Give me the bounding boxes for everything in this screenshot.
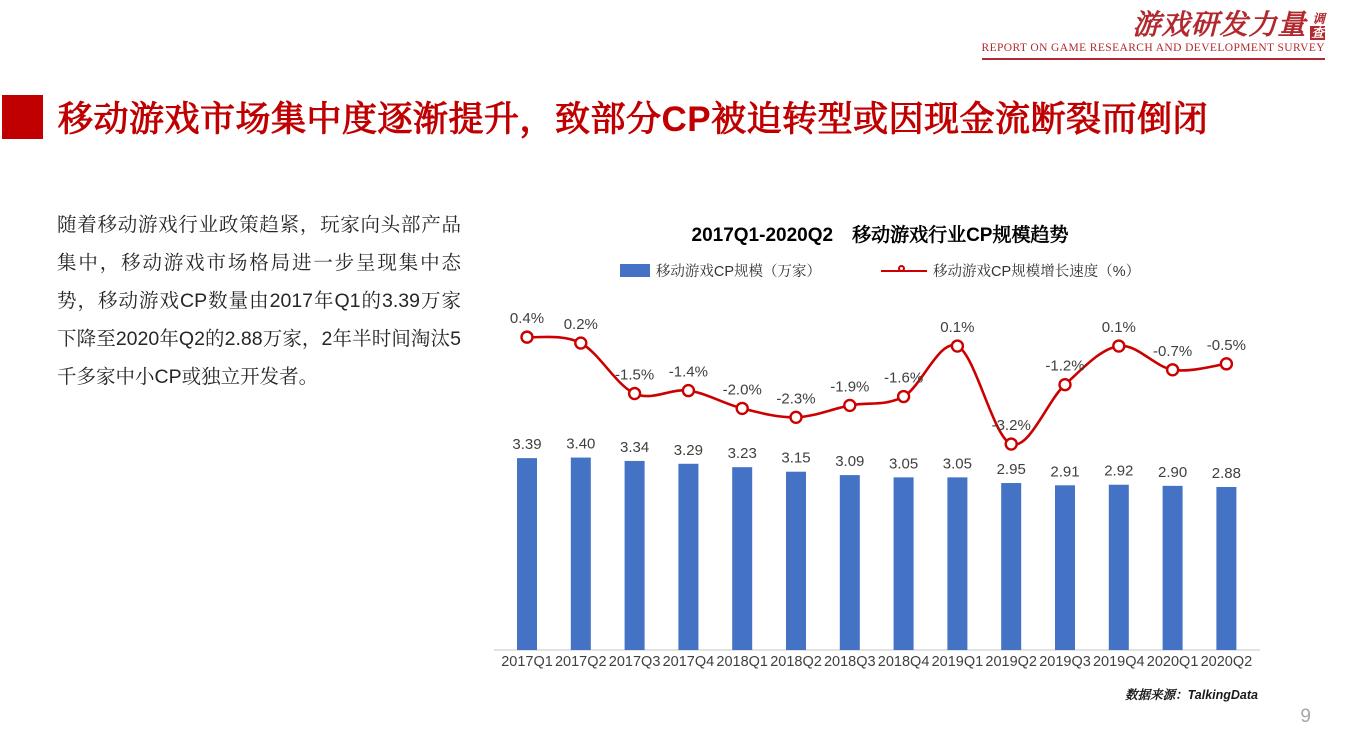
bar-2018Q3 xyxy=(840,475,860,650)
line-marker-2018Q1 xyxy=(737,403,748,414)
legend-label-line: 移动游戏CP规模增长速度（%） xyxy=(933,264,1141,280)
bar-2017Q2 xyxy=(571,458,591,650)
bar-value-label: 3.23 xyxy=(727,445,757,463)
bar-2018Q4 xyxy=(894,477,914,650)
bar-value-label: 3.09 xyxy=(835,453,865,471)
growth-rate-label: -2.3% xyxy=(776,390,816,408)
bar-value-label: 3.40 xyxy=(566,435,596,453)
line-marker-2017Q2 xyxy=(575,338,586,349)
x-axis-label: 2019Q1 xyxy=(931,654,984,670)
logo-title-cn: 游戏研发力量 xyxy=(1132,9,1307,40)
line-marker-2017Q3 xyxy=(629,388,640,399)
bar-value-label: 2.91 xyxy=(1050,463,1080,481)
body-paragraph: 随着移动游戏行业政策趋紧，玩家向头部产品集中，移动游戏市场格局进一步呈现集中态势，移动游戏CP数量由2017年Q1的3.39万家下降至2020年Q2的2.88万家，2年半时间淘汰5千多家中小CP或独立开发者。 xyxy=(57,214,461,388)
x-axis-label: 2020Q2 xyxy=(1200,654,1253,670)
bar-2019Q3 xyxy=(1055,485,1075,650)
headline-bullet-square xyxy=(2,95,43,139)
line-marker-2020Q1 xyxy=(1167,364,1178,375)
growth-rate-label: -1.2% xyxy=(1045,357,1085,375)
report-logo xyxy=(982,10,1326,60)
x-axis-label: 2018Q3 xyxy=(823,654,876,670)
chart-legend xyxy=(490,260,1270,281)
line-marker-2020Q2 xyxy=(1221,358,1232,369)
bar-value-label: 2.90 xyxy=(1157,463,1188,481)
x-axis-label: 2019Q4 xyxy=(1092,654,1145,670)
x-axis-label: 2017Q4 xyxy=(662,654,715,670)
bar-2018Q1 xyxy=(732,467,752,650)
bar-2019Q1 xyxy=(947,477,967,650)
line-marker-2019Q2 xyxy=(1006,439,1017,450)
headline-row xyxy=(2,92,1208,142)
bar-2018Q2 xyxy=(786,472,806,650)
logo-stack xyxy=(1310,12,1325,40)
bar-value-label: 3.39 xyxy=(512,436,542,454)
x-axis-label: 2018Q2 xyxy=(770,654,822,670)
bar-2017Q3 xyxy=(625,461,645,650)
x-axis-label: 2017Q1 xyxy=(501,654,553,670)
line-marker-2019Q1 xyxy=(952,341,963,352)
bar-2017Q1 xyxy=(517,458,537,650)
bar-value-label: 3.15 xyxy=(781,449,811,467)
page-number: 9 xyxy=(1300,706,1311,727)
line-series-marker-icon xyxy=(881,265,927,277)
growth-rate-label: 0.4% xyxy=(509,310,545,328)
x-axis-label: 2018Q1 xyxy=(716,654,769,670)
bar-2020Q1 xyxy=(1163,486,1183,650)
growth-rate-label: 0.1% xyxy=(940,319,975,337)
legend-item-line xyxy=(881,260,1140,281)
chart-title: 2017Q1-2020Q2 移动游戏行业CP规模趋势 xyxy=(691,225,1069,246)
data-source-note: 数据来源：TalkingData xyxy=(1125,688,1258,702)
bar-value-label: 3.34 xyxy=(619,438,650,456)
x-axis-label: 2019Q2 xyxy=(985,654,1038,670)
bar-value-label: 3.29 xyxy=(673,441,704,459)
growth-rate-label: -3.2% xyxy=(991,417,1031,435)
growth-rate-label: -0.7% xyxy=(1153,342,1193,360)
growth-rate-label: 0.1% xyxy=(1101,319,1136,337)
logo-stack-bottom: 查 xyxy=(1311,26,1324,40)
bar-2019Q4 xyxy=(1109,485,1129,650)
line-marker-2018Q4 xyxy=(898,391,909,402)
x-axis-label: 2017Q2 xyxy=(554,654,607,670)
growth-rate-label: 0.2% xyxy=(563,316,598,334)
growth-rate-label: -1.5% xyxy=(615,366,655,384)
line-marker-2018Q2 xyxy=(791,412,802,423)
legend-label-bar: 移动游戏CP规模（万家） xyxy=(655,264,822,280)
line-marker-2018Q3 xyxy=(844,400,855,411)
line-marker-2017Q4 xyxy=(683,385,694,396)
cp-scale-trend-chart xyxy=(488,298,1268,678)
x-axis-label: 2017Q3 xyxy=(608,654,661,670)
legend-item-bar xyxy=(620,260,821,281)
line-marker-2019Q3 xyxy=(1060,379,1071,390)
bar-value-label: 2.95 xyxy=(996,461,1026,479)
logo-stack-top: 调 xyxy=(1312,12,1325,26)
growth-rate-label: -2.0% xyxy=(722,381,762,399)
x-axis-label: 2019Q3 xyxy=(1039,654,1091,670)
logo-top xyxy=(982,10,1326,40)
line-marker-2017Q1 xyxy=(522,332,533,343)
bar-value-label: 3.05 xyxy=(942,455,973,473)
growth-rate-label: -1.9% xyxy=(830,378,870,396)
bar-value-label: 3.05 xyxy=(888,455,919,473)
bar-2019Q2 xyxy=(1001,483,1021,650)
bar-2020Q2 xyxy=(1216,487,1236,650)
growth-rate-label: -1.6% xyxy=(884,369,924,387)
page-title: 移动游戏市场集中度逐渐提升，致部分CP被迫转型或因现金流断裂而倒闭 xyxy=(58,100,1209,139)
x-axis-label: 2018Q4 xyxy=(877,654,930,670)
x-axis-label: 2020Q1 xyxy=(1146,654,1199,670)
bar-series-swatch-icon xyxy=(620,264,650,277)
bar-value-label: 2.92 xyxy=(1104,462,1134,480)
growth-rate-label: -1.4% xyxy=(668,363,708,381)
logo-subtitle-en: REPORT ON GAME RESEARCH AND DEVELOPMENT SURVEY xyxy=(981,42,1325,54)
bar-value-label: 2.88 xyxy=(1211,464,1242,482)
line-marker-2019Q4 xyxy=(1113,341,1124,352)
growth-rate-label: -0.5% xyxy=(1206,336,1246,354)
bar-2017Q4 xyxy=(678,464,698,650)
